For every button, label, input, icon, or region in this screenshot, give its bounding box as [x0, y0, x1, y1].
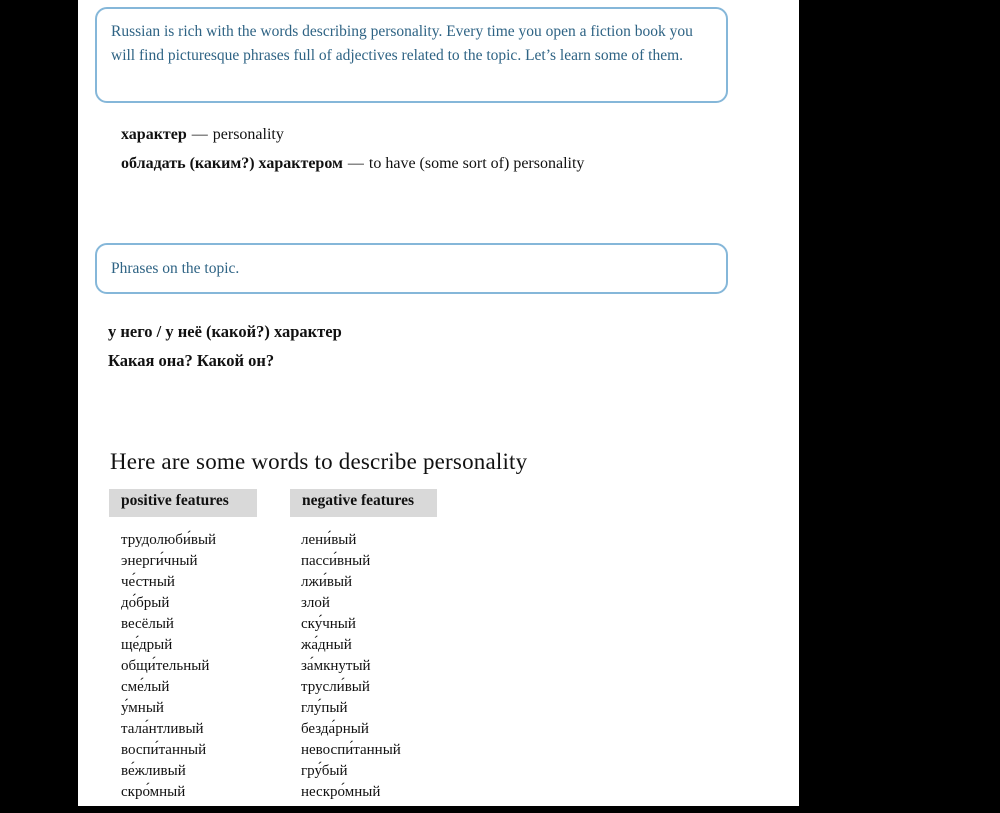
- lesson-page: [78, 0, 799, 806]
- phrases-callout: [95, 243, 728, 294]
- vocab-line: [121, 149, 584, 178]
- word-item: воспи́танный: [121, 742, 207, 758]
- word-item: тала́нтливый: [121, 721, 204, 737]
- word-item: пасси́вный: [301, 553, 371, 569]
- word-item: ску́чный: [301, 616, 356, 632]
- word-item: безда́рный: [301, 721, 369, 737]
- word-item: скро́мный: [121, 784, 186, 800]
- feature-headers-row: [109, 489, 437, 517]
- word-item: весёлый: [121, 616, 174, 632]
- phrases-section: [108, 317, 342, 375]
- vocab-english: personality: [212, 126, 284, 143]
- word-item: сме́лый: [121, 679, 170, 695]
- vocab-english: to have (some sort of) personality: [368, 155, 585, 172]
- word-item: до́брый: [121, 595, 170, 611]
- phrases-callout-text: Phrases on the topic.: [111, 259, 240, 277]
- word-item: глу́пый: [301, 700, 348, 716]
- word-item: трудолюби́вый: [121, 532, 217, 548]
- word-item: энерги́чный: [121, 553, 198, 569]
- word-item: жа́дный: [301, 637, 352, 653]
- negative-features-header: negative features: [290, 489, 437, 517]
- negative-words-column: [301, 530, 401, 803]
- word-item: ве́жливый: [121, 763, 186, 779]
- positive-words-column: [121, 530, 301, 803]
- vocab-russian: обладать (каким?) характером: [121, 155, 343, 172]
- word-item: нескро́мный: [301, 784, 381, 800]
- word-item: за́мкнутый: [301, 658, 371, 674]
- word-item: невоспи́танный: [301, 742, 401, 758]
- em-dash: —: [191, 126, 208, 143]
- em-dash: —: [347, 155, 364, 172]
- word-item: злой: [301, 595, 330, 611]
- word-item: че́стный: [121, 574, 175, 590]
- word-item: общи́тельный: [121, 658, 210, 674]
- word-item: трусли́вый: [301, 679, 370, 695]
- section-heading: Here are some words to describe personality: [110, 449, 528, 474]
- word-item: гру́бый: [301, 763, 348, 779]
- vocab-russian: характер: [121, 126, 187, 143]
- word-item: у́мный: [121, 700, 164, 716]
- intro-callout: [95, 7, 728, 103]
- intro-text: Russian is rich with the words describing personality. Every time you open a fiction book you will find picturesque phrases full of adjectives related to the topic. Let’s learn some of them.: [111, 23, 693, 64]
- word-item: ще́дрый: [121, 637, 173, 653]
- word-item: лжи́вый: [301, 574, 353, 590]
- phrase-line: у него / у неё (какой?) характер: [108, 322, 342, 341]
- vocab-section: [121, 120, 584, 178]
- positive-features-header: positive features: [109, 489, 257, 517]
- phrase-line: Какая она? Какой он?: [108, 351, 275, 370]
- vocab-line: [121, 120, 584, 149]
- word-columns: [121, 530, 401, 803]
- word-item: лени́вый: [301, 532, 357, 548]
